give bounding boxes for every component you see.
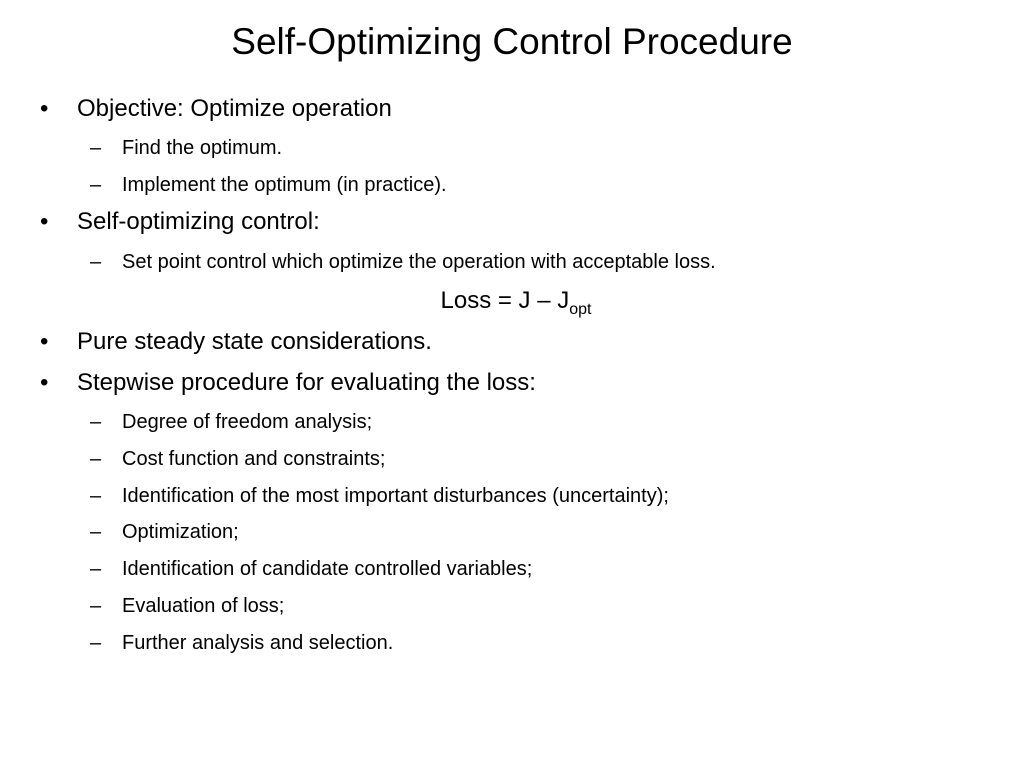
slide-title: Self-Optimizing Control Procedure (231, 21, 793, 62)
bullet-text: Stepwise procedure for evaluating the loss: (77, 369, 536, 396)
dash-marker: – (90, 485, 102, 507)
dash-marker: – (90, 632, 102, 654)
formula-subscript: opt (569, 301, 592, 318)
dash-marker: – (90, 251, 102, 273)
sub-item-text: Identification of candidate controlled variables; (122, 558, 533, 580)
bullet-marker: • (40, 95, 49, 122)
bullet-text: Objective: Optimize operation (77, 95, 392, 122)
bullet-marker: • (40, 328, 49, 355)
bullet-marker: • (40, 369, 49, 396)
dash-marker: – (90, 411, 102, 433)
bullet-text: Pure steady state considerations. (77, 328, 432, 355)
sub-item-text: Optimization; (122, 521, 239, 543)
sub-item-text: Find the optimum. (122, 137, 283, 159)
dash-marker: – (90, 558, 102, 580)
dash-marker: – (90, 448, 102, 470)
bullet-text: Self-optimizing control: (77, 208, 320, 235)
sub-item-text: Evaluation of loss; (122, 595, 285, 617)
dash-marker: – (90, 595, 102, 617)
formula-text: Loss = J – J (440, 287, 570, 314)
dash-marker: – (90, 521, 102, 543)
dash-marker: – (90, 137, 102, 159)
sub-item-text: Further analysis and selection. (122, 632, 394, 654)
sub-item-text: Set point control which optimize the operation with acceptable loss. (122, 251, 716, 273)
bullet-marker: • (40, 208, 49, 235)
loss-formula (0, 287, 1024, 318)
sub-item-text: Identification of the most important disturbances (uncertainty); (122, 485, 669, 507)
dash-marker: – (90, 174, 102, 196)
sub-item-text: Cost function and constraints; (122, 448, 386, 470)
sub-item-text: Implement the optimum (in practice). (122, 174, 447, 196)
sub-item-text: Degree of freedom analysis; (122, 411, 373, 433)
